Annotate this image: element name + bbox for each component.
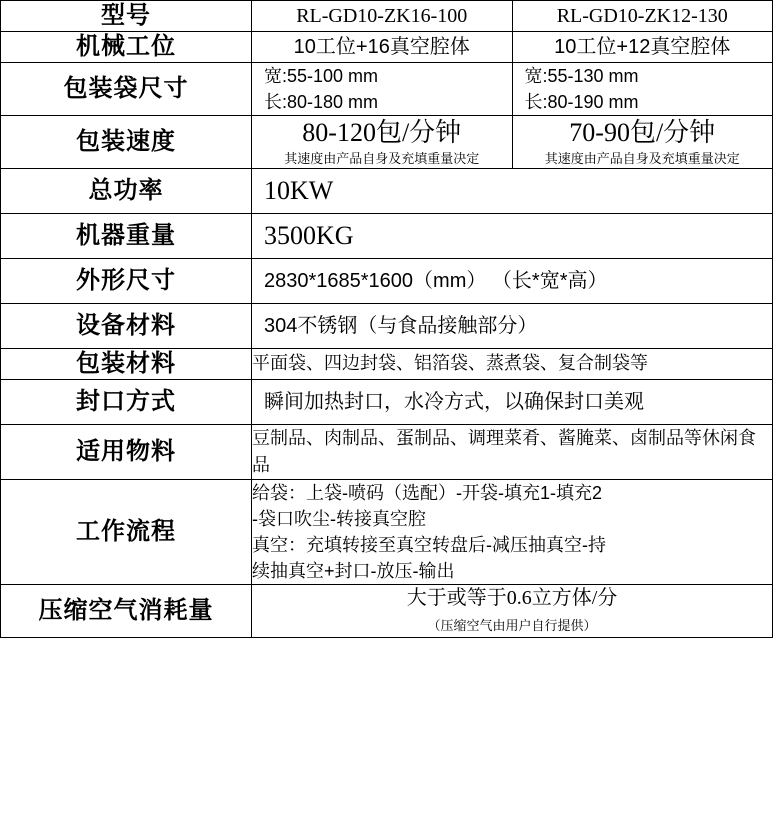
row-label-model: 型号 — [1, 1, 252, 32]
row-label-applicable-materials: 适用物料 — [1, 424, 252, 479]
model-value-col2: RL-GD10-ZK12-130 — [512, 1, 773, 32]
table-row — [1, 258, 773, 303]
speed-col2-note: 其速度由产品自身及充填重量决定 — [544, 150, 740, 166]
row-label-sealing-method: 封口方式 — [1, 379, 252, 424]
row-label-bag-size: 包装袋尺寸 — [1, 63, 252, 116]
sealing-method-value: 瞬间加热封口，水冷方式，以确保封口美观 — [252, 379, 773, 424]
table-row — [1, 585, 773, 638]
air-consumption-note: （压缩空气由用户自行提供） — [427, 618, 597, 634]
row-label-stations: 机械工位 — [1, 32, 252, 63]
row-label-air-consumption: 压缩空气消耗量 — [1, 585, 252, 638]
row-label-speed: 包装速度 — [1, 116, 252, 169]
table-row — [1, 303, 773, 348]
workflow-value — [252, 479, 773, 584]
speed-col2 — [512, 116, 773, 169]
bag-size-col2 — [512, 63, 773, 116]
table-row — [1, 168, 773, 213]
row-label-weight: 机器重量 — [1, 213, 252, 258]
row-label-total-power: 总功率 — [1, 168, 252, 213]
applicable-materials-value: 豆制品、肉制品、蛋制品、调理菜肴、酱腌菜、卤制品等休闲食品 — [252, 424, 773, 479]
row-label-dimensions: 外形尺寸 — [1, 258, 252, 303]
table-row — [1, 479, 773, 584]
speed-col1-note: 其速度由产品自身及充填重量决定 — [284, 150, 480, 166]
air-consumption-value — [252, 585, 773, 638]
table-row — [1, 213, 773, 258]
equipment-material-value: 304不锈钢（与食品接触部分） — [252, 303, 773, 348]
bag-size-col2-length: 长:80-190 mm — [524, 92, 639, 113]
workflow-line-2: -袋口吹尘-转接真空腔 — [252, 508, 426, 529]
table-row — [1, 348, 773, 379]
row-label-equipment-material: 设备材料 — [1, 303, 252, 348]
total-power-value: 10KW — [252, 168, 773, 213]
bag-size-col2-width: 宽:55-130 mm — [524, 66, 639, 86]
table-row — [1, 379, 773, 424]
bag-size-col1-length: 长:80-180 mm — [264, 92, 379, 113]
table-row — [1, 32, 773, 63]
table-row — [1, 63, 773, 116]
model-value-col1: RL-GD10-ZK16-100 — [252, 1, 513, 32]
table-row — [1, 1, 773, 32]
table-row — [1, 116, 773, 169]
row-label-workflow: 工作流程 — [1, 479, 252, 584]
stations-value-col1: 10工位+16真空腔体 — [252, 32, 513, 63]
stations-value-col2: 10工位+12真空腔体 — [512, 32, 773, 63]
row-label-packaging-material: 包装材料 — [1, 348, 252, 379]
weight-value: 3500KG — [252, 213, 773, 258]
workflow-line-1: 给袋：上袋-喷码（选配）-开袋-填充1-填充2 — [252, 482, 602, 503]
speed-col1-value: 80-120包/分钟 — [302, 118, 462, 148]
bag-size-col1-width: 宽:55-100 mm — [264, 66, 379, 86]
bag-size-col1 — [252, 63, 513, 116]
air-consumption-main: 大于或等于0.6立方体/分 — [406, 587, 618, 610]
speed-col2-value: 70-90包/分钟 — [569, 118, 716, 148]
workflow-line-4: 续抽真空+封口-放压-输出 — [252, 561, 455, 582]
workflow-line-3: 真空：充填转接至真空转盘后-减压抽真空-持 — [252, 535, 606, 556]
packaging-material-value: 平面袋、四边封袋、铝箔袋、蒸煮袋、复合制袋等 — [252, 348, 773, 379]
dimensions-value: 2830*1685*1600（mm） （长*宽*高） — [252, 258, 773, 303]
table-row — [1, 424, 773, 479]
speed-col1 — [252, 116, 513, 169]
